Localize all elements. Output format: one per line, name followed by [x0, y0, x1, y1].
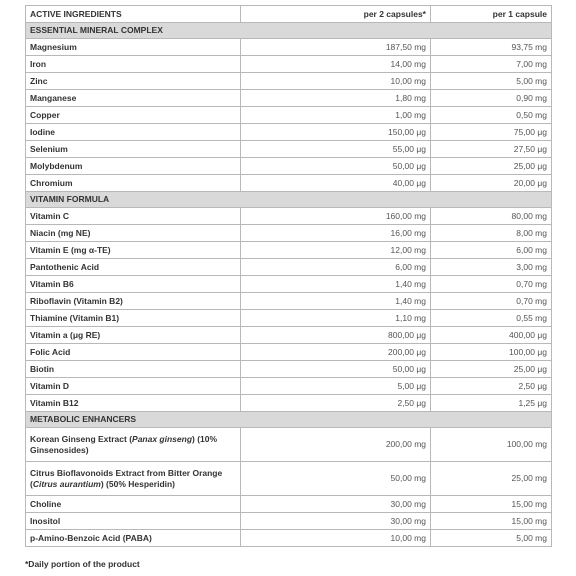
amount-per-1-capsule: 5,00 mg — [431, 530, 552, 547]
table-row — [26, 225, 552, 242]
amount-per-2-capsules: 2,50 μg — [241, 395, 431, 412]
amount-per-1-capsule: 6,00 mg — [431, 242, 552, 259]
amount-per-1-capsule: 25,00 μg — [431, 361, 552, 378]
amount-per-2-capsules: 30,00 mg — [241, 513, 431, 530]
amount-per-2-capsules: 10,00 mg — [241, 73, 431, 90]
amount-per-2-capsules: 1,40 mg — [241, 276, 431, 293]
table-row — [26, 428, 552, 462]
table-body — [26, 23, 552, 547]
amount-per-2-capsules: 1,80 mg — [241, 90, 431, 107]
amount-per-2-capsules: 14,00 mg — [241, 56, 431, 73]
ingredient-name: Vitamin B6 — [26, 276, 241, 293]
amount-per-2-capsules: 12,00 mg — [241, 242, 431, 259]
table-row — [26, 395, 552, 412]
ingredient-name: Thiamine (Vitamin B1) — [26, 310, 241, 327]
amount-per-2-capsules: 55,00 μg — [241, 141, 431, 158]
ingredient-name-text: Korean Ginseng Extract ( — [30, 433, 133, 444]
amount-per-2-capsules: 200,00 mg — [241, 428, 431, 462]
amount-per-1-capsule: 25,00 mg — [431, 462, 552, 496]
amount-per-1-capsule: 3,00 mg — [431, 259, 552, 276]
table-row — [26, 107, 552, 124]
ingredient-name: Iron — [26, 56, 241, 73]
ingredient-name: Copper — [26, 107, 241, 124]
ingredient-name: Pantothenic Acid — [26, 259, 241, 276]
table-row — [26, 361, 552, 378]
amount-per-1-capsule: 0,90 mg — [431, 90, 552, 107]
amount-per-1-capsule: 1,25 μg — [431, 395, 552, 412]
table-row — [26, 496, 552, 513]
table-row — [26, 276, 552, 293]
ingredient-name: Riboflavin (Vitamin B2) — [26, 293, 241, 310]
amount-per-1-capsule: 5,00 mg — [431, 73, 552, 90]
amount-per-1-capsule: 400,00 μg — [431, 327, 552, 344]
ingredient-name: Selenium — [26, 141, 241, 158]
table-row — [26, 90, 552, 107]
table-row — [26, 242, 552, 259]
ingredient-name: p-Amino-Benzoic Acid (PABA) — [26, 530, 241, 547]
table-row — [26, 208, 552, 225]
amount-per-1-capsule: 15,00 mg — [431, 513, 552, 530]
amount-per-1-capsule: 93,75 mg — [431, 39, 552, 56]
ingredient-name: Biotin — [26, 361, 241, 378]
table-row — [26, 259, 552, 276]
amount-per-2-capsules: 1,10 mg — [241, 310, 431, 327]
ingredient-name: Vitamin a (μg RE) — [26, 327, 241, 344]
ingredient-name: Inositol — [26, 513, 241, 530]
ingredient-name: Zinc — [26, 73, 241, 90]
amount-per-1-capsule: 7,00 mg — [431, 56, 552, 73]
nutrition-table-container — [25, 5, 551, 547]
table-row — [26, 73, 552, 90]
ingredient-name: Vitamin E (mg α-TE) — [26, 242, 241, 259]
table-row — [26, 141, 552, 158]
section-title: METABOLIC ENHANCERS — [26, 412, 552, 428]
amount-per-1-capsule: 75,00 μg — [431, 124, 552, 141]
section-header-row — [26, 192, 552, 208]
header-active-ingredients: ACTIVE INGREDIENTS — [26, 6, 241, 23]
amount-per-1-capsule: 15,00 mg — [431, 496, 552, 513]
section-header-row — [26, 412, 552, 428]
table-row — [26, 56, 552, 73]
table-row — [26, 513, 552, 530]
amount-per-2-capsules: 187,50 mg — [241, 39, 431, 56]
amount-per-2-capsules: 40,00 μg — [241, 175, 431, 192]
table-row — [26, 530, 552, 547]
amount-per-2-capsules: 50,00 μg — [241, 361, 431, 378]
table-row — [26, 310, 552, 327]
ingredient-name: Chromium — [26, 175, 241, 192]
table-row — [26, 158, 552, 175]
footnote: *Daily portion of the product — [25, 559, 140, 569]
amount-per-2-capsules: 50,00 μg — [241, 158, 431, 175]
table-row — [26, 175, 552, 192]
header-per-2-capsules: per 2 capsules* — [241, 6, 431, 23]
amount-per-2-capsules: 800,00 μg — [241, 327, 431, 344]
table-header-row — [26, 6, 552, 23]
ingredient-name: Vitamin D — [26, 378, 241, 395]
ingredient-name: Vitamin B12 — [26, 395, 241, 412]
amount-per-1-capsule: 8,00 mg — [431, 225, 552, 242]
ingredient-name: Magnesium — [26, 39, 241, 56]
amount-per-2-capsules: 160,00 mg — [241, 208, 431, 225]
amount-per-1-capsule: 80,00 mg — [431, 208, 552, 225]
section-title: ESSENTIAL MINERAL COMPLEX — [26, 23, 552, 39]
amount-per-1-capsule: 0,50 mg — [431, 107, 552, 124]
amount-per-1-capsule: 100,00 mg — [431, 428, 552, 462]
active-ingredients-table — [25, 5, 552, 547]
table-row — [26, 344, 552, 361]
ingredient-name: Choline — [26, 496, 241, 513]
ingredient-name-text: Citrus Bioflavonoids Extract from Bitter Orange ( — [30, 467, 223, 489]
table-row — [26, 327, 552, 344]
amount-per-1-capsule: 100,00 μg — [431, 344, 552, 361]
amount-per-2-capsules: 10,00 mg — [241, 530, 431, 547]
ingredient-name: Folic Acid — [26, 344, 241, 361]
ingredient-name: Manganese — [26, 90, 241, 107]
table-row — [26, 378, 552, 395]
amount-per-2-capsules: 50,00 mg — [241, 462, 431, 496]
table-row — [26, 39, 552, 56]
amount-per-1-capsule: 20,00 μg — [431, 175, 552, 192]
amount-per-2-capsules: 1,00 mg — [241, 107, 431, 124]
section-title: VITAMIN FORMULA — [26, 192, 552, 208]
section-header-row — [26, 23, 552, 39]
header-per-1-capsule: per 1 capsule — [431, 6, 552, 23]
table-row — [26, 124, 552, 141]
amount-per-2-capsules: 6,00 mg — [241, 259, 431, 276]
amount-per-1-capsule: 0,70 mg — [431, 293, 552, 310]
ingredient-name: Niacin (mg NE) — [26, 225, 241, 242]
amount-per-2-capsules: 30,00 mg — [241, 496, 431, 513]
ingredient-name: Molybdenum — [26, 158, 241, 175]
ingredient-latin-name: Panax ginseng — [132, 433, 193, 444]
ingredient-name: Iodine — [26, 124, 241, 141]
amount-per-1-capsule: 0,55 mg — [431, 310, 552, 327]
table-row — [26, 462, 552, 496]
ingredient-name: Vitamin C — [26, 208, 241, 225]
ingredient-name — [26, 428, 241, 462]
amount-per-2-capsules: 1,40 mg — [241, 293, 431, 310]
amount-per-2-capsules: 5,00 μg — [241, 378, 431, 395]
ingredient-name-suffix: ) (50% Hesperidin) — [100, 478, 176, 489]
table-row — [26, 293, 552, 310]
ingredient-name — [26, 462, 241, 496]
amount-per-2-capsules: 150,00 μg — [241, 124, 431, 141]
ingredient-latin-name: Citrus aurantium — [32, 478, 101, 489]
ingredient-name-suffix: ) (10% Ginsenosides) — [30, 433, 218, 455]
amount-per-1-capsule: 25,00 μg — [431, 158, 552, 175]
amount-per-1-capsule: 0,70 mg — [431, 276, 552, 293]
amount-per-2-capsules: 16,00 mg — [241, 225, 431, 242]
amount-per-1-capsule: 27,50 μg — [431, 141, 552, 158]
amount-per-1-capsule: 2,50 μg — [431, 378, 552, 395]
amount-per-2-capsules: 200,00 μg — [241, 344, 431, 361]
